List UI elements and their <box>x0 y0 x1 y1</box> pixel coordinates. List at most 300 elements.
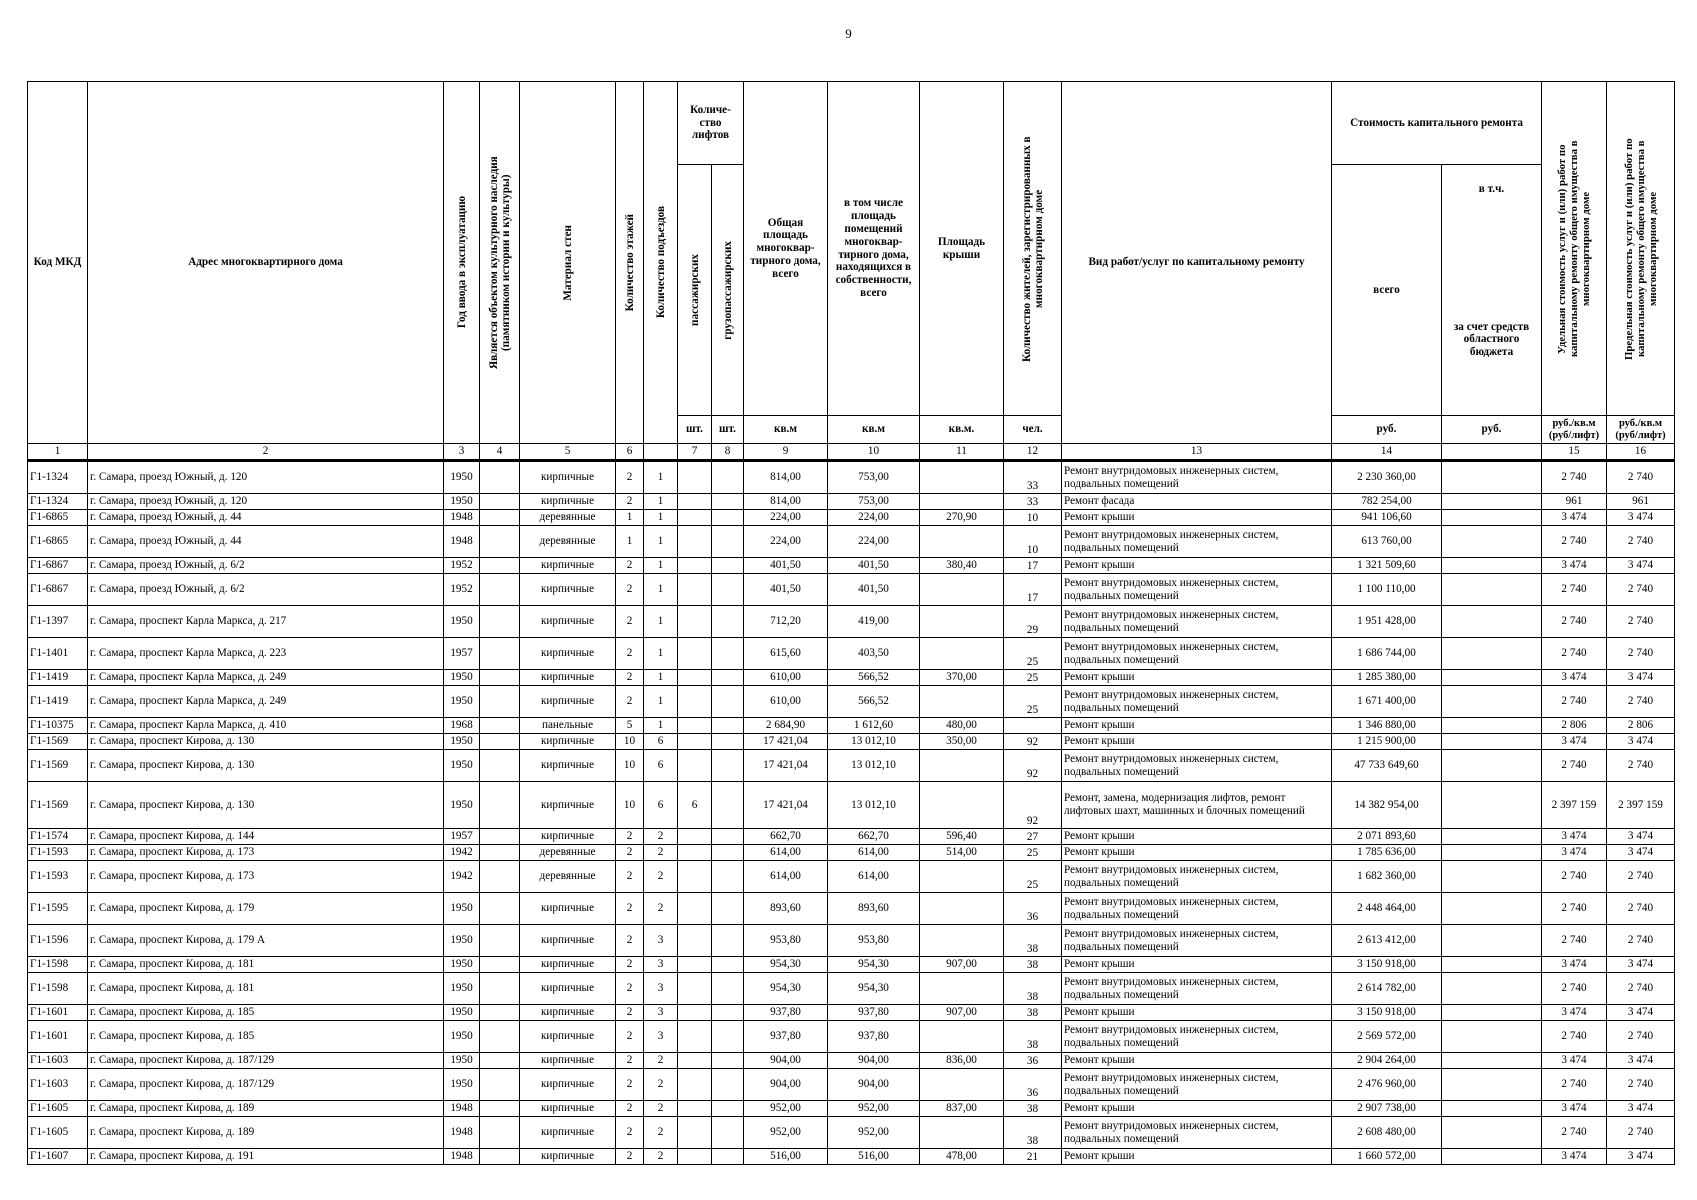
table-row <box>28 957 1675 973</box>
table-row <box>28 558 1675 574</box>
column-number: 11 <box>920 444 1004 461</box>
heritage <box>480 638 520 670</box>
lifts-passenger <box>678 1101 712 1117</box>
table-row <box>28 526 1675 558</box>
unit-cost: 2 806 <box>1542 718 1607 734</box>
limit-cost: 2 740 <box>1607 861 1675 893</box>
mkd-code: Г1-1605 <box>28 1101 88 1117</box>
entrances: 1 <box>644 670 678 686</box>
lifts-cargo <box>712 510 744 526</box>
floors: 2 <box>616 1021 644 1053</box>
work-type: Ремонт внутридомовых инженерных систем, подвальных помещений <box>1062 638 1332 670</box>
mkd-code: Г1-1603 <box>28 1053 88 1069</box>
limit-cost: 2 740 <box>1607 925 1675 957</box>
residents: 38 <box>1004 1117 1062 1149</box>
entrances: 1 <box>644 686 678 718</box>
hdr-wall-text: Материал стен <box>561 224 574 301</box>
address: г. Самара, проспект Кирова, д. 181 <box>88 957 444 973</box>
floors: 2 <box>616 829 644 845</box>
area-owned: 401,50 <box>828 574 920 606</box>
heritage <box>480 718 520 734</box>
address: г. Самара, проспект Кирова, д. 144 <box>88 829 444 845</box>
column-number: 5 <box>520 444 616 461</box>
address: г. Самара, проспект Кирова, д. 179 <box>88 893 444 925</box>
heritage <box>480 957 520 973</box>
heritage <box>480 510 520 526</box>
floors: 2 <box>616 638 644 670</box>
entrances: 3 <box>644 1005 678 1021</box>
cost-regional <box>1442 893 1542 925</box>
lifts-passenger <box>678 829 712 845</box>
cost-regional <box>1442 782 1542 829</box>
roof-area: 837,00 <box>920 1101 1004 1117</box>
heritage <box>480 1053 520 1069</box>
wall-material: кирпичные <box>520 1069 616 1101</box>
floors: 2 <box>616 606 644 638</box>
roof-area: 907,00 <box>920 957 1004 973</box>
hdr-work-type: Вид работ/услуг по капитальному ремонту <box>1062 82 1332 444</box>
wall-material: кирпичные <box>520 893 616 925</box>
area-total: 937,80 <box>744 1021 828 1053</box>
table-row <box>28 461 1675 494</box>
residents: 38 <box>1004 925 1062 957</box>
floors: 2 <box>616 461 644 494</box>
residents: 33 <box>1004 461 1062 494</box>
unit-cost: 3 474 <box>1542 845 1607 861</box>
lifts-cargo <box>712 558 744 574</box>
floors: 2 <box>616 1117 644 1149</box>
year-built: 1950 <box>444 925 480 957</box>
unit-lifts-cargo: шт. <box>712 416 744 444</box>
heritage <box>480 1069 520 1101</box>
unit-cost: 2 740 <box>1542 574 1607 606</box>
floors: 2 <box>616 494 644 510</box>
roof-area: 350,00 <box>920 734 1004 750</box>
hdr-lifts-cargo <box>712 165 744 416</box>
work-type: Ремонт внутридомовых инженерных систем, подвальных помещений <box>1062 686 1332 718</box>
table-row <box>28 494 1675 510</box>
cost-total: 2 569 572,00 <box>1332 1021 1442 1053</box>
lifts-passenger <box>678 973 712 1005</box>
cost-regional <box>1442 461 1542 494</box>
area-owned: 1 612,60 <box>828 718 920 734</box>
floors: 1 <box>616 510 644 526</box>
heritage <box>480 558 520 574</box>
table-row <box>28 1053 1675 1069</box>
lifts-cargo <box>712 750 744 782</box>
heritage <box>480 973 520 1005</box>
heritage <box>480 461 520 494</box>
cost-total: 941 106,60 <box>1332 510 1442 526</box>
address: г. Самара, проспект Кирова, д. 187/129 <box>88 1069 444 1101</box>
roof-area: 907,00 <box>920 1005 1004 1021</box>
work-type: Ремонт внутридомовых инженерных систем, подвальных помещений <box>1062 461 1332 494</box>
area-owned: 937,80 <box>828 1005 920 1021</box>
year-built: 1950 <box>444 686 480 718</box>
entrances: 3 <box>644 957 678 973</box>
address: г. Самара, проспект Кирова, д. 130 <box>88 782 444 829</box>
area-owned: 937,80 <box>828 1021 920 1053</box>
table-row <box>28 734 1675 750</box>
year-built: 1968 <box>444 718 480 734</box>
column-number <box>644 444 678 461</box>
area-owned: 904,00 <box>828 1053 920 1069</box>
area-owned: 13 012,10 <box>828 734 920 750</box>
area-total: 224,00 <box>744 510 828 526</box>
floors: 2 <box>616 861 644 893</box>
cost-total: 1 660 572,00 <box>1332 1149 1442 1165</box>
mkd-code: Г1-1598 <box>28 973 88 1005</box>
residents: 21 <box>1004 1149 1062 1165</box>
cost-regional <box>1442 750 1542 782</box>
cost-total: 613 760,00 <box>1332 526 1442 558</box>
roof-area <box>920 686 1004 718</box>
lifts-cargo <box>712 494 744 510</box>
work-type: Ремонт крыши <box>1062 957 1332 973</box>
residents: 25 <box>1004 845 1062 861</box>
address: г. Самара, проспект Кирова, д. 185 <box>88 1021 444 1053</box>
heritage <box>480 861 520 893</box>
unit-lifts-pass: шт. <box>678 416 712 444</box>
hdr-address: Адрес многоквартирного дома <box>88 82 444 444</box>
wall-material: кирпичные <box>520 782 616 829</box>
floors: 2 <box>616 670 644 686</box>
year-built: 1948 <box>444 510 480 526</box>
floors: 10 <box>616 782 644 829</box>
limit-cost: 3 474 <box>1607 845 1675 861</box>
hdr-cost: Стоимость капитального ремонта <box>1332 82 1542 165</box>
cost-total: 2 907 738,00 <box>1332 1101 1442 1117</box>
residents: 29 <box>1004 606 1062 638</box>
entrances: 1 <box>644 638 678 670</box>
area-total: 614,00 <box>744 861 828 893</box>
area-total: 610,00 <box>744 670 828 686</box>
heritage <box>480 686 520 718</box>
lifts-cargo <box>712 734 744 750</box>
area-total: 953,80 <box>744 925 828 957</box>
capital-repair-table <box>27 81 1675 1165</box>
limit-cost: 2 740 <box>1607 1117 1675 1149</box>
cost-total: 14 382 954,00 <box>1332 782 1442 829</box>
cost-total: 1 346 880,00 <box>1332 718 1442 734</box>
heritage <box>480 845 520 861</box>
entrances: 2 <box>644 845 678 861</box>
hdr-year <box>444 82 480 444</box>
column-number: 6 <box>616 444 644 461</box>
lifts-cargo <box>712 574 744 606</box>
cost-total: 2 476 960,00 <box>1332 1069 1442 1101</box>
floors: 2 <box>616 973 644 1005</box>
year-built: 1950 <box>444 670 480 686</box>
unit-cost: 3 474 <box>1542 829 1607 845</box>
wall-material: кирпичные <box>520 1117 616 1149</box>
year-built: 1948 <box>444 1117 480 1149</box>
entrances: 1 <box>644 574 678 606</box>
limit-cost: 2 740 <box>1607 606 1675 638</box>
entrances: 6 <box>644 750 678 782</box>
column-number: 16 <box>1607 444 1675 461</box>
area-total: 954,30 <box>744 957 828 973</box>
entrances: 1 <box>644 558 678 574</box>
roof-area: 270,90 <box>920 510 1004 526</box>
lifts-cargo <box>712 845 744 861</box>
address: г. Самара, проспект Кирова, д. 181 <box>88 973 444 1005</box>
year-built: 1950 <box>444 1021 480 1053</box>
roof-area: 836,00 <box>920 1053 1004 1069</box>
roof-area <box>920 494 1004 510</box>
floors: 2 <box>616 1053 644 1069</box>
year-built: 1950 <box>444 782 480 829</box>
work-type: Ремонт внутридомовых инженерных систем, подвальных помещений <box>1062 1021 1332 1053</box>
unit-cost: 2 740 <box>1542 973 1607 1005</box>
wall-material: деревянные <box>520 526 616 558</box>
unit-residents: чел. <box>1004 416 1062 444</box>
hdr-incl: в т.ч. <box>1478 183 1505 195</box>
cost-total: 1 215 900,00 <box>1332 734 1442 750</box>
entrances: 1 <box>644 461 678 494</box>
entrances: 3 <box>644 1021 678 1053</box>
roof-area: 370,00 <box>920 670 1004 686</box>
floors: 2 <box>616 893 644 925</box>
work-type: Ремонт внутридомовых инженерных систем, подвальных помещений <box>1062 574 1332 606</box>
lifts-cargo <box>712 973 744 1005</box>
table-row <box>28 1069 1675 1101</box>
cost-regional <box>1442 638 1542 670</box>
lifts-cargo <box>712 526 744 558</box>
residents: 36 <box>1004 893 1062 925</box>
column-number: 15 <box>1542 444 1607 461</box>
address: г. Самара, проспект Кирова, д. 189 <box>88 1101 444 1117</box>
year-built: 1942 <box>444 861 480 893</box>
table-body <box>28 461 1675 1165</box>
residents: 36 <box>1004 1069 1062 1101</box>
heritage <box>480 925 520 957</box>
residents: 10 <box>1004 526 1062 558</box>
address: г. Самара, проезд Южный, д. 6/2 <box>88 558 444 574</box>
address: г. Самара, проспект Карла Маркса, д. 249 <box>88 686 444 718</box>
lifts-passenger <box>678 606 712 638</box>
table-row <box>28 973 1675 1005</box>
work-type: Ремонт внутридомовых инженерных систем, подвальных помещений <box>1062 526 1332 558</box>
mkd-code: Г1-1569 <box>28 782 88 829</box>
cost-regional <box>1442 718 1542 734</box>
lifts-passenger <box>678 1053 712 1069</box>
work-type: Ремонт крыши <box>1062 1053 1332 1069</box>
cost-total: 1 951 428,00 <box>1332 606 1442 638</box>
mkd-code: Г1-1596 <box>28 925 88 957</box>
work-type: Ремонт крыши <box>1062 845 1332 861</box>
cost-regional <box>1442 510 1542 526</box>
address: г. Самара, проспект Кирова, д. 130 <box>88 734 444 750</box>
limit-cost: 2 806 <box>1607 718 1675 734</box>
residents: 27 <box>1004 829 1062 845</box>
mkd-code: Г1-6867 <box>28 574 88 606</box>
cost-regional <box>1442 574 1542 606</box>
area-owned: 566,52 <box>828 670 920 686</box>
year-built: 1952 <box>444 558 480 574</box>
heritage <box>480 606 520 638</box>
lifts-passenger <box>678 1005 712 1021</box>
table-row <box>28 574 1675 606</box>
area-total: 814,00 <box>744 494 828 510</box>
entrances: 3 <box>644 925 678 957</box>
hdr-entrances-text: Количество подъездов <box>654 206 667 319</box>
unit-cost: 3 474 <box>1542 734 1607 750</box>
address: г. Самара, проспект Кирова, д. 179 А <box>88 925 444 957</box>
table-row <box>28 638 1675 670</box>
wall-material: кирпичные <box>520 1149 616 1165</box>
address: г. Самара, проспект Кирова, д. 185 <box>88 1005 444 1021</box>
limit-cost: 2 740 <box>1607 750 1675 782</box>
cost-total: 2 230 360,00 <box>1332 461 1442 494</box>
mkd-code: Г1-1324 <box>28 494 88 510</box>
limit-cost: 2 740 <box>1607 1069 1675 1101</box>
entrances: 1 <box>644 718 678 734</box>
area-owned: 753,00 <box>828 494 920 510</box>
lifts-passenger <box>678 526 712 558</box>
hdr-lifts: Количе-ство лифтов <box>678 82 744 165</box>
hdr-cost-total: всего <box>1332 165 1442 416</box>
roof-area: 514,00 <box>920 845 1004 861</box>
area-owned: 893,60 <box>828 893 920 925</box>
unit-cost: 3 474 <box>1542 1101 1607 1117</box>
unit-cost: 2 397 159 <box>1542 782 1607 829</box>
unit-cost-total: руб. <box>1332 416 1442 444</box>
residents: 38 <box>1004 1021 1062 1053</box>
unit-unit-cost: руб./кв.м (руб/лифт) <box>1542 416 1607 444</box>
roof-area <box>920 782 1004 829</box>
floors: 10 <box>616 734 644 750</box>
entrances: 2 <box>644 829 678 845</box>
lifts-passenger <box>678 845 712 861</box>
table-row <box>28 1021 1675 1053</box>
residents <box>1004 718 1062 734</box>
work-type: Ремонт внутридомовых инженерных систем, подвальных помещений <box>1062 893 1332 925</box>
roof-area <box>920 526 1004 558</box>
wall-material: кирпичные <box>520 686 616 718</box>
cost-regional <box>1442 1069 1542 1101</box>
floors: 2 <box>616 686 644 718</box>
hdr-floors-text: Количество этажей <box>623 213 636 312</box>
mkd-code: Г1-1569 <box>28 734 88 750</box>
roof-area <box>920 750 1004 782</box>
limit-cost: 3 474 <box>1607 1005 1675 1021</box>
cost-total: 1 671 400,00 <box>1332 686 1442 718</box>
hdr-lifts-cargo-text: грузопассажирских <box>721 240 734 340</box>
cost-total: 1 321 509,60 <box>1332 558 1442 574</box>
table-row <box>28 1149 1675 1165</box>
floors: 10 <box>616 750 644 782</box>
area-owned: 954,30 <box>828 973 920 1005</box>
area-total: 516,00 <box>744 1149 828 1165</box>
cost-regional <box>1442 494 1542 510</box>
floors: 2 <box>616 558 644 574</box>
lifts-passenger <box>678 925 712 957</box>
residents: 17 <box>1004 574 1062 606</box>
hdr-entrances <box>644 82 678 444</box>
cost-total: 3 150 918,00 <box>1332 1005 1442 1021</box>
mkd-code: Г1-1574 <box>28 829 88 845</box>
wall-material: кирпичные <box>520 925 616 957</box>
column-number: 10 <box>828 444 920 461</box>
area-total: 952,00 <box>744 1117 828 1149</box>
hdr-heritage-text: Является объектом культурного наследия (памятником истории и культуры) <box>487 156 512 369</box>
roof-area <box>920 1069 1004 1101</box>
mkd-code: Г1-1601 <box>28 1021 88 1053</box>
roof-area: 596,40 <box>920 829 1004 845</box>
area-total: 17 421,04 <box>744 750 828 782</box>
cost-regional <box>1442 670 1542 686</box>
work-type: Ремонт фасада <box>1062 494 1332 510</box>
limit-cost: 2 740 <box>1607 1021 1675 1053</box>
wall-material: кирпичные <box>520 494 616 510</box>
entrances: 2 <box>644 1053 678 1069</box>
cost-total: 47 733 649,60 <box>1332 750 1442 782</box>
mkd-code: Г1-6867 <box>28 558 88 574</box>
cost-total: 2 608 480,00 <box>1332 1117 1442 1149</box>
limit-cost: 2 740 <box>1607 973 1675 1005</box>
year-built: 1950 <box>444 750 480 782</box>
residents: 38 <box>1004 957 1062 973</box>
cost-regional <box>1442 1117 1542 1149</box>
heritage <box>480 494 520 510</box>
lifts-cargo <box>712 1117 744 1149</box>
cost-regional <box>1442 957 1542 973</box>
limit-cost: 3 474 <box>1607 558 1675 574</box>
lifts-passenger <box>678 558 712 574</box>
lifts-passenger <box>678 1069 712 1101</box>
cost-regional <box>1442 1021 1542 1053</box>
lifts-passenger <box>678 750 712 782</box>
year-built: 1957 <box>444 829 480 845</box>
heritage <box>480 670 520 686</box>
cost-total: 2 904 264,00 <box>1332 1053 1442 1069</box>
limit-cost: 2 397 159 <box>1607 782 1675 829</box>
hdr-year-text: Год ввода в эксплуатацию <box>455 196 468 329</box>
year-built: 1950 <box>444 494 480 510</box>
mkd-code: Г1-1601 <box>28 1005 88 1021</box>
unit-cost: 2 740 <box>1542 526 1607 558</box>
address: г. Самара, проспект Карла Маркса, д. 217 <box>88 606 444 638</box>
year-built: 1950 <box>444 734 480 750</box>
mkd-code: Г1-1598 <box>28 957 88 973</box>
unit-cost: 3 474 <box>1542 510 1607 526</box>
hdr-limit-cost <box>1607 82 1675 416</box>
limit-cost: 3 474 <box>1607 1053 1675 1069</box>
year-built: 1950 <box>444 893 480 925</box>
lifts-passenger <box>678 1021 712 1053</box>
lifts-cargo <box>712 957 744 973</box>
roof-area <box>920 606 1004 638</box>
floors: 5 <box>616 718 644 734</box>
residents: 10 <box>1004 510 1062 526</box>
area-total: 17 421,04 <box>744 734 828 750</box>
limit-cost: 2 740 <box>1607 686 1675 718</box>
area-owned: 614,00 <box>828 845 920 861</box>
cost-total: 1 285 380,00 <box>1332 670 1442 686</box>
limit-cost: 3 474 <box>1607 829 1675 845</box>
wall-material: кирпичные <box>520 829 616 845</box>
unit-area-owned: кв.м <box>828 416 920 444</box>
wall-material: кирпичные <box>520 1053 616 1069</box>
mkd-code: Г1-6865 <box>28 526 88 558</box>
table-row <box>28 782 1675 829</box>
cost-regional <box>1442 829 1542 845</box>
entrances: 1 <box>644 526 678 558</box>
year-built: 1948 <box>444 1101 480 1117</box>
limit-cost: 2 740 <box>1607 574 1675 606</box>
mkd-code: Г1-1419 <box>28 686 88 718</box>
